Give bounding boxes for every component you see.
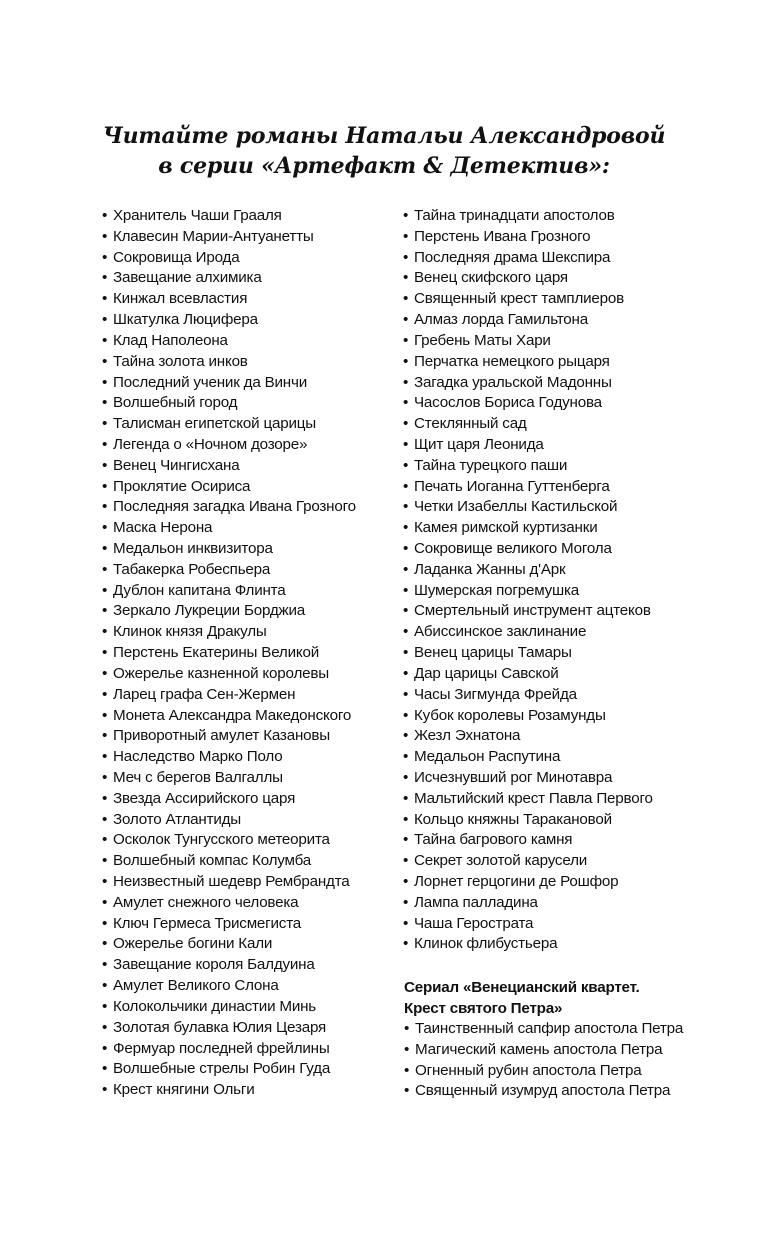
book-list-item: • Талисман египетской царицы xyxy=(102,414,387,435)
book-list-item: • Последняя драма Шекспира xyxy=(403,248,688,269)
book-list-item: • Гребень Маты Хари xyxy=(403,331,688,352)
book-list-item: • Венец Чингисхана xyxy=(102,456,387,477)
book-list-item: • Тайна багрового камня xyxy=(403,830,688,851)
series-book-item: • Огненный рубин апостола Петра xyxy=(404,1061,694,1082)
book-list-item: • Лорнет герцогини де Рошфор xyxy=(403,872,688,893)
book-list-item: • Ладанка Жанны д'Арк xyxy=(403,560,688,581)
book-list-item: • Легенда о «Ночном дозоре» xyxy=(102,435,387,456)
book-list-item: • Золото Атлантиды xyxy=(102,810,387,831)
book-list-item: • Ожерелье богини Кали xyxy=(102,934,387,955)
book-list-item: • Загадка уральской Мадонны xyxy=(403,373,688,394)
book-list-item: • Приворотный амулет Казановы xyxy=(102,726,387,747)
page-title-line-1: Читайте романы Натальи Александровой xyxy=(102,123,666,149)
book-list-item: • Маска Нерона xyxy=(102,518,387,539)
book-list-item: • Фермуар последней фрейлины xyxy=(102,1039,387,1060)
book-list-item: • Волшебный город xyxy=(102,393,387,414)
series-book-item: • Таинственный сапфир апостола Петра xyxy=(404,1019,694,1040)
book-list-item: • Перстень Ивана Грозного xyxy=(403,227,688,248)
book-list-item: • Амулет Великого Слона xyxy=(102,976,387,997)
book-list-item: • Священный крест тамплиеров xyxy=(403,289,688,310)
book-list-item: • Медальон Распутина xyxy=(403,747,688,768)
book-list-item: • Шумерская погремушка xyxy=(403,581,688,602)
book-list-item: • Тайна золота инков xyxy=(102,352,387,373)
book-list-item: • Кубок королевы Розамунды xyxy=(403,706,688,727)
series-book-item: • Священный изумруд апостола Петра xyxy=(404,1081,694,1102)
book-list-item: • Стеклянный сад xyxy=(403,414,688,435)
book-list-item: • Завещание алхимика xyxy=(102,268,387,289)
book-list-item: • Перчатка немецкого рыцаря xyxy=(403,352,688,373)
book-list-item: • Секрет золотой карусели xyxy=(403,851,688,872)
book-list-item: • Алмаз лорда Гамильтона xyxy=(403,310,688,331)
book-list-item: • Кольцо княжны Таракановой xyxy=(403,810,688,831)
series-heading-line-1: Сериал «Венецианский квартет. xyxy=(404,979,640,996)
book-list-item: • Ларец графа Сен-Жермен xyxy=(102,685,387,706)
book-list-item: • Меч с берегов Валгаллы xyxy=(102,768,387,789)
book-list-item: • Печать Иоганна Гуттенберга xyxy=(403,477,688,498)
book-list-item: • Исчезнувший рог Минотавра xyxy=(403,768,688,789)
book-list-item: • Щит царя Леонида xyxy=(403,435,688,456)
book-list-item: • Завещание короля Балдуина xyxy=(102,955,387,976)
book-list-item: • Часослов Бориса Годунова xyxy=(403,393,688,414)
series-block xyxy=(404,977,694,1102)
book-list-item: • Золотая булавка Юлия Цезаря xyxy=(102,1018,387,1039)
book-list-item: • Табакерка Робеспьера xyxy=(102,560,387,581)
book-list-item: • Ожерелье казненной королевы xyxy=(102,664,387,685)
book-list-item: • Крест княгини Ольги xyxy=(102,1080,387,1101)
book-list-item: • Венец скифского царя xyxy=(403,268,688,289)
book-list-item: • Клад Наполеона xyxy=(102,331,387,352)
book-list-item: • Звезда Ассирийского царя xyxy=(102,789,387,810)
book-list-item: • Часы Зигмунда Фрейда xyxy=(403,685,688,706)
book-list-item: • Проклятие Осириса xyxy=(102,477,387,498)
book-list-item: • Последняя загадка Ивана Грозного xyxy=(102,497,387,518)
book-list-item: • Колокольчики династии Минь xyxy=(102,997,387,1018)
book-list-item: • Клинок князя Дракулы xyxy=(102,622,387,643)
book-list-item: • Смертельный инструмент ацтеков xyxy=(403,601,688,622)
book-list-item: • Мальтийский крест Павла Первого xyxy=(403,789,688,810)
book-list-item: • Неизвестный шедевр Рембрандта xyxy=(102,872,387,893)
series-book-item: • Магический камень апостола Петра xyxy=(404,1040,694,1061)
book-list-item: • Амулет снежного человека xyxy=(102,893,387,914)
book-list-right xyxy=(403,206,688,955)
series-heading xyxy=(404,977,694,1019)
book-list-item: • Клинок флибустьера xyxy=(403,934,688,955)
book-list-item: • Ключ Гермеса Трисмегиста xyxy=(102,914,387,935)
book-list-item: • Венец царицы Тамары xyxy=(403,643,688,664)
book-list-item: • Дар царицы Савской xyxy=(403,664,688,685)
book-list-item: • Чаша Герострата xyxy=(403,914,688,935)
book-list-item: • Камея римской куртизанки xyxy=(403,518,688,539)
page-title-line-2: в серии «Артефакт & Детектив»: xyxy=(158,153,610,179)
book-list-item: • Последний ученик да Винчи xyxy=(102,373,387,394)
book-list-item: • Жезл Эхнатона xyxy=(403,726,688,747)
book-list-item: • Осколок Тунгусского метеорита xyxy=(102,830,387,851)
book-list-item: • Кинжал всевластия xyxy=(102,289,387,310)
book-list-item: • Монета Александра Македонского xyxy=(102,706,387,727)
book-list-item: • Волшебный компас Колумба xyxy=(102,851,387,872)
book-list-item: • Медальон инквизитора xyxy=(102,539,387,560)
book-list-item: • Дублон капитана Флинта xyxy=(102,581,387,602)
book-list-item: • Тайна тринадцати апостолов xyxy=(403,206,688,227)
book-list-item: • Четки Изабеллы Кастильской xyxy=(403,497,688,518)
book-list-item: • Сокровища Ирода xyxy=(102,248,387,269)
book-list-item: • Хранитель Чаши Грааля xyxy=(102,206,387,227)
book-list-item: • Наследство Марко Поло xyxy=(102,747,387,768)
book-list-item: • Зеркало Лукреции Борджиа xyxy=(102,601,387,622)
book-list-item: • Шкатулка Люцифера xyxy=(102,310,387,331)
book-list-item: • Лампа палладина xyxy=(403,893,688,914)
book-list-item: • Перстень Екатерины Великой xyxy=(102,643,387,664)
book-list-item: • Волшебные стрелы Робин Гуда xyxy=(102,1059,387,1080)
page-title xyxy=(0,121,768,181)
book-list-left xyxy=(102,206,387,1101)
series-book-list xyxy=(404,1019,694,1102)
book-list-item: • Тайна турецкого паши xyxy=(403,456,688,477)
book-list-item: • Абиссинское заклинание xyxy=(403,622,688,643)
book-list-item: • Клавесин Марии-Антуанетты xyxy=(102,227,387,248)
series-heading-line-2: Крест святого Петра» xyxy=(404,1000,563,1017)
book-list-item: • Сокровище великого Могола xyxy=(403,539,688,560)
